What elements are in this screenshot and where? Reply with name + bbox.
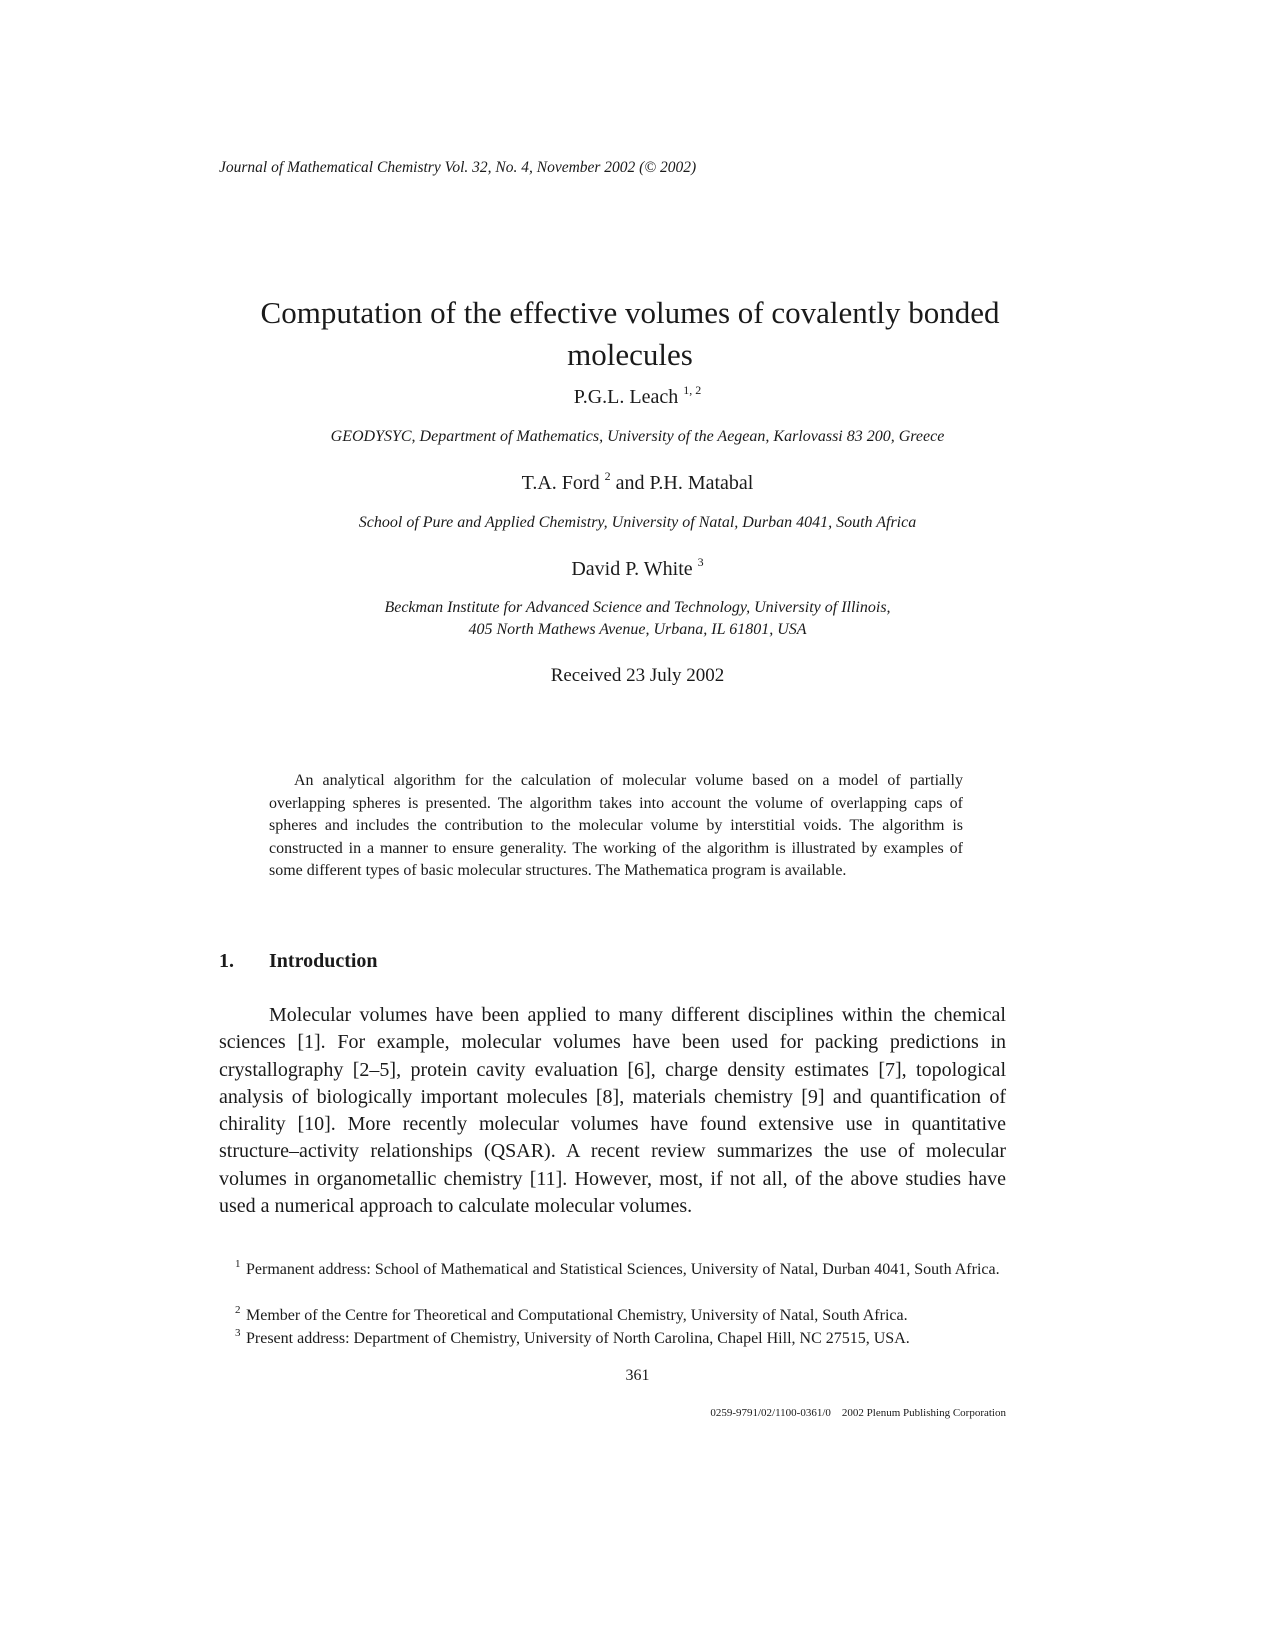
received-date: Received 23 July 2002 <box>550 665 725 686</box>
title-line-2: molecules <box>567 337 693 372</box>
author-joiner: and <box>610 472 650 494</box>
journal-header: Journal of Mathematical Chemistry Vol. 32, No. 4, November 2002 (© 2002) <box>219 159 697 176</box>
paper-title <box>200 292 1060 376</box>
affiliation-aegean: GEODYSYC, Department of Mathematics, University of the Aegean, Karlovassi 83 200, Greece <box>330 428 945 445</box>
title-line-1: Computation of the effective volumes of covalently bonded <box>260 295 1000 330</box>
author-footnote-mark: 3 <box>697 555 704 569</box>
footnote-text: Member of the Centre for Theoretical and Computational Chemistry, University of Natal, South Africa. <box>246 1307 908 1324</box>
author-footnote-mark: 2 <box>604 469 611 483</box>
affiliation-line-2: 405 North Mathews Avenue, Urbana, IL 61801, USA <box>468 621 807 638</box>
affiliation-natal: School of Pure and Applied Chemistry, University of Natal, Durban 4041, South Africa <box>358 514 917 531</box>
author-leach <box>0 383 1275 409</box>
author-white <box>0 555 1275 581</box>
footnote-text: Permanent address: School of Mathematical and Statistical Sciences, University of Natal, Durban 4041, South Africa. <box>246 1261 1000 1278</box>
author-name: T.A. Ford <box>521 472 600 494</box>
author-name: David P. White <box>571 558 693 580</box>
footnote-text: Present address: Department of Chemistry, University of North Carolina, Chapel Hill, NC 27515, USA. <box>246 1330 910 1347</box>
footnote-mark: 2 <box>235 1304 241 1316</box>
page-number: 361 <box>625 1367 650 1384</box>
section-title: Introduction <box>269 950 378 972</box>
author-ford-matabal <box>0 469 1275 495</box>
author-name: P.H. Matabal <box>649 472 754 494</box>
footnote-3 <box>235 1327 1036 1350</box>
author-name: P.G.L. Leach <box>573 386 679 408</box>
abstract: An analytical algorithm for the calculation of molecular volume based on a model of partially overlapping spheres is presented. The algorithm takes into account the volume of overlapping caps of spheres and includes the contribution to the molecular volume by interstitial voids. The algorithm is constructed in a manner to ensure generality. The working of the algorithm is illustrated by examples of some different types of basic molecular structures. The Mathematica program is available. <box>269 772 963 880</box>
introduction-paragraph: Molecular volumes have been applied to many different disciplines within the chemical sciences [1]. For example, molecular volumes have been used for packing predictions in crystallography [2–5], protein cavity evaluation [6], charge density estimates [7], topological analysis of biologically important molecules [8], materials chemistry [9] and quantification of chirality [10]. More recently molecular volumes have found extensive use in quantitative structure–activity relationships (QSAR). A recent review summarizes the use of molecular volumes in organometallic chemistry [11]. However, most, if not all, of the above studies have used a numerical approach to calculate molecular volumes. <box>219 1004 1006 1218</box>
section-heading <box>219 950 378 973</box>
section-number: 1. <box>219 950 234 972</box>
affiliation-line-1: Beckman Institute for Advanced Science and Technology, University of Illinois, <box>384 599 891 616</box>
footnote-1 <box>235 1258 1006 1281</box>
affiliation-illinois <box>0 597 1275 641</box>
copyright-line: 0259-9791/02/1100-0361/0 2002 Plenum Publishing Corporation <box>710 1407 1006 1419</box>
footnote-2 <box>235 1304 1036 1327</box>
footnote-mark: 1 <box>235 1258 241 1270</box>
footnote-mark: 3 <box>235 1327 241 1339</box>
author-footnote-mark: 1, 2 <box>683 383 702 397</box>
